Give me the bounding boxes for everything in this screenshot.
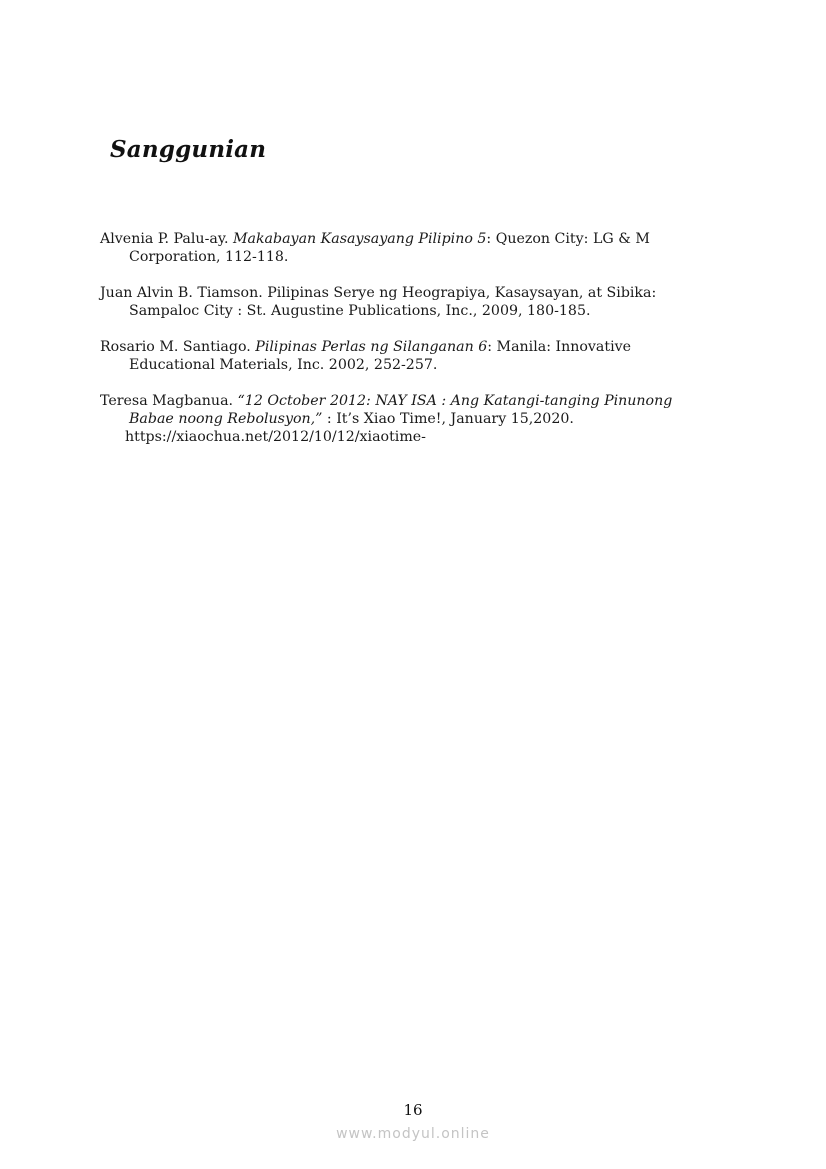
- reference-item: [100, 230, 700, 266]
- reference-line: Corporation, 112-118.: [129, 249, 289, 265]
- reference-list: [100, 230, 700, 464]
- reference-url[interactable]: https://xiaochua.net/2012/10/12/xiaotime-: [125, 429, 426, 445]
- watermark: www.modyul.online: [336, 1126, 490, 1142]
- reference-title: “12 October 2012: NAY ISA : Ang Katangi-tanging Pinunong: [237, 393, 673, 409]
- reference-details: : Manila: Innovative: [487, 339, 632, 355]
- reference-title: Babae noong Rebolusyon,”: [129, 411, 323, 427]
- reference-line: [100, 338, 700, 356]
- reference-line: Educational Materials, Inc. 2002, 252-257.: [129, 357, 438, 373]
- reference-item: [100, 284, 700, 320]
- reference-author: Alvenia P. Palu-ay.: [100, 231, 233, 247]
- reference-title: Pilipinas Perlas ng Silanganan 6: [255, 339, 488, 355]
- reference-line: Sampaloc City : St. Augustine Publications, Inc., 2009, 180-185.: [129, 303, 591, 319]
- reference-line: [100, 410, 700, 428]
- page-number: 16: [403, 1101, 423, 1119]
- reference-title: Makabayan Kasaysayang Pilipino 5: [232, 231, 487, 247]
- reference-line: [100, 230, 700, 248]
- reference-author: Rosario M. Santiago.: [100, 339, 256, 355]
- reference-details: : It’s Xiao Time!, January 15,2020.: [322, 411, 574, 427]
- reference-line: Juan Alvin B. Tiamson. Pilipinas Serye ng Heograpiya, Kasaysayan, at Sibika:: [100, 285, 657, 301]
- page-title: Sanggunian: [110, 136, 267, 163]
- reference-author: Teresa Magbanua.: [100, 393, 238, 409]
- reference-item: [100, 392, 700, 446]
- reference-details: : Quezon City: LG & M: [486, 231, 650, 247]
- reference-line: [100, 392, 700, 410]
- reference-item: [100, 338, 700, 374]
